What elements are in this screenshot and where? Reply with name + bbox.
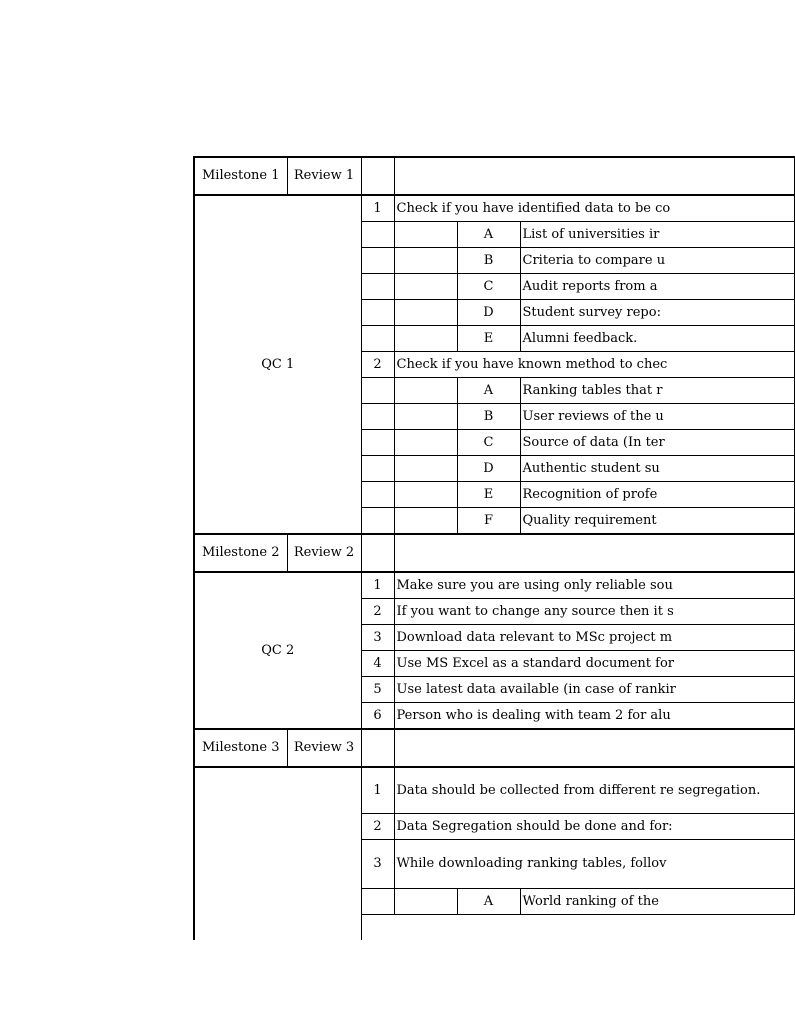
milestone-label: Milestone 3 bbox=[194, 729, 287, 767]
empty-cell bbox=[394, 157, 794, 195]
empty-cell bbox=[394, 404, 457, 430]
empty-cell bbox=[361, 729, 394, 767]
empty-cell bbox=[394, 534, 794, 572]
item-text: Use MS Excel as a standard document for bbox=[394, 651, 794, 677]
qc-label-cell bbox=[194, 767, 361, 940]
item-text: Data Segregation should be done and for: bbox=[394, 814, 794, 840]
milestone-row bbox=[194, 729, 794, 767]
empty-cell bbox=[394, 508, 457, 535]
item-text: Person who is dealing with team 2 for alu bbox=[394, 703, 794, 730]
review-label: Review 2 bbox=[287, 534, 361, 572]
empty-cell bbox=[361, 456, 394, 482]
item-text: If you want to change any source then it s bbox=[394, 599, 794, 625]
subitem-letter: E bbox=[457, 326, 520, 352]
milestone-label: Milestone 1 bbox=[194, 157, 287, 195]
subitem-text: Audit reports from a bbox=[520, 274, 794, 300]
empty-cell bbox=[361, 404, 394, 430]
checklist-item-row bbox=[194, 572, 794, 599]
qc-label: QC 1 bbox=[194, 195, 361, 534]
item-number: 1 bbox=[361, 767, 394, 814]
empty-cell bbox=[361, 326, 394, 352]
milestone-label: Milestone 2 bbox=[194, 534, 287, 572]
checklist-table bbox=[193, 156, 795, 940]
milestone-row bbox=[194, 534, 794, 572]
subitem-text: Authentic student su bbox=[520, 456, 794, 482]
subitem-letter: D bbox=[457, 456, 520, 482]
empty-cell bbox=[394, 430, 457, 456]
empty-cell bbox=[361, 222, 394, 248]
empty-cell bbox=[394, 248, 457, 274]
empty-cell bbox=[361, 378, 394, 404]
item-number: 1 bbox=[361, 572, 394, 599]
subitem-text: Source of data (In ter bbox=[520, 430, 794, 456]
empty-cell bbox=[361, 508, 394, 535]
empty-cell bbox=[394, 378, 457, 404]
empty-cell bbox=[361, 430, 394, 456]
checklist-item-row bbox=[194, 195, 794, 222]
subitem-text: User reviews of the u bbox=[520, 404, 794, 430]
empty-cell bbox=[361, 482, 394, 508]
subitem-letter: A bbox=[457, 222, 520, 248]
milestone-row bbox=[194, 157, 794, 195]
empty-cell bbox=[394, 222, 457, 248]
subitem-letter: B bbox=[457, 248, 520, 274]
subitem-text: Recognition of profe bbox=[520, 482, 794, 508]
item-text: While downloading ranking tables, follov bbox=[394, 840, 794, 889]
empty-cell bbox=[394, 456, 457, 482]
item-text: Use latest data available (in case of rankir bbox=[394, 677, 794, 703]
subitem-text: Ranking tables that r bbox=[520, 378, 794, 404]
empty-cell bbox=[394, 300, 457, 326]
empty-cell bbox=[394, 274, 457, 300]
subitem-text: Criteria to compare u bbox=[520, 248, 794, 274]
item-number: 3 bbox=[361, 625, 394, 651]
checklist-item-row bbox=[194, 767, 794, 814]
item-number: 4 bbox=[361, 651, 394, 677]
subitem-text: Alumni feedback. bbox=[520, 326, 794, 352]
subitem-letter: B bbox=[457, 404, 520, 430]
qc-label: QC 2 bbox=[194, 572, 361, 729]
item-number: 2 bbox=[361, 352, 394, 378]
subitem-letter: A bbox=[457, 378, 520, 404]
subitem-text: List of universities ir bbox=[520, 222, 794, 248]
item-number: 1 bbox=[361, 195, 394, 222]
item-number: 5 bbox=[361, 677, 394, 703]
subitem-letter: C bbox=[457, 430, 520, 456]
item-text: Make sure you are using only reliable sou bbox=[394, 572, 794, 599]
subitem-text: Student survey repo: bbox=[520, 300, 794, 326]
empty-cell bbox=[361, 889, 394, 915]
empty-cell bbox=[361, 157, 394, 195]
item-text: Data should be collected from different re segregation. bbox=[394, 767, 794, 814]
empty-cell bbox=[394, 482, 457, 508]
item-number: 6 bbox=[361, 703, 394, 730]
subitem-letter: F bbox=[457, 508, 520, 535]
item-text: Download data relevant to MSc project m bbox=[394, 625, 794, 651]
review-label: Review 1 bbox=[287, 157, 361, 195]
subitem-letter: A bbox=[457, 889, 520, 915]
empty-cell bbox=[361, 248, 394, 274]
empty-cell bbox=[394, 729, 794, 767]
subitem-text: World ranking of the bbox=[520, 889, 794, 915]
empty-cell bbox=[361, 274, 394, 300]
item-text: Check if you have known method to chec bbox=[394, 352, 794, 378]
subitem-letter: D bbox=[457, 300, 520, 326]
review-label: Review 3 bbox=[287, 729, 361, 767]
subitem-letter: E bbox=[457, 482, 520, 508]
item-number: 2 bbox=[361, 814, 394, 840]
empty-cell bbox=[394, 889, 457, 915]
item-text: Check if you have identified data to be co bbox=[394, 195, 794, 222]
subitem-letter: C bbox=[457, 274, 520, 300]
empty-cell bbox=[361, 915, 794, 941]
item-number: 3 bbox=[361, 840, 394, 889]
empty-cell bbox=[361, 534, 394, 572]
empty-cell bbox=[361, 300, 394, 326]
subitem-text: Quality requirement bbox=[520, 508, 794, 535]
item-number: 2 bbox=[361, 599, 394, 625]
quality-checklist-sheet bbox=[193, 156, 761, 922]
empty-cell bbox=[394, 326, 457, 352]
